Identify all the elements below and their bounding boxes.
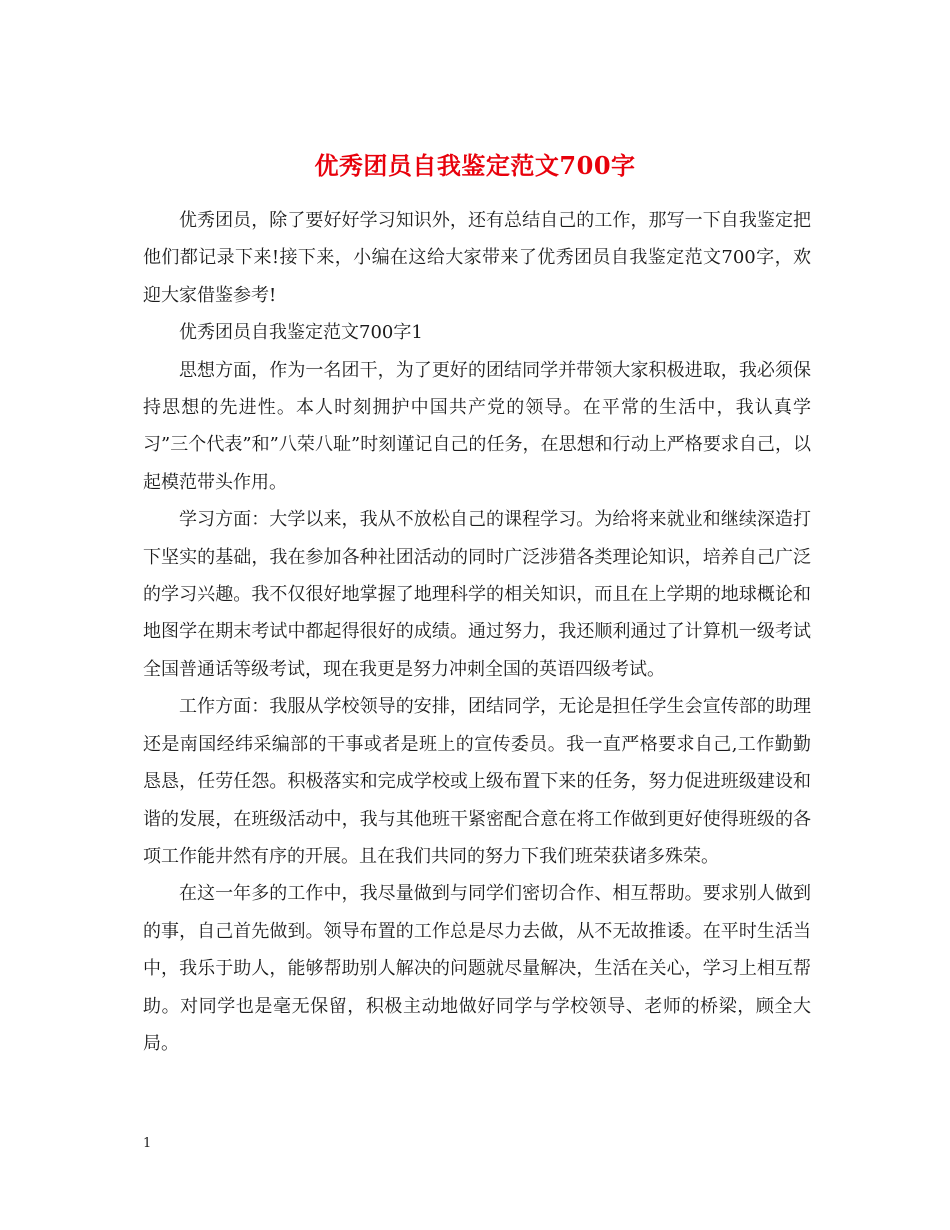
work-paragraph: 工作方面：我服从学校领导的安排，团结同学，无论是担任学生会宣传部的助理还是南国经纬采编部的干事或者是班上的宣传委员。我一直严格要求自己,工作勤勤恳恳，任劳任怨。积极落实和完成学校或上级布置下来的任务，努力促进班级建设和谐的发展，在班级活动中，我与其他班干紧密配合意在将工作做到更好使得班级的各项工作能井然有序的开展。且在我们共同的努力下我们班荣获诸多殊荣。	[143, 696, 811, 867]
document-title: 优秀团员自我鉴定范文700字	[314, 151, 636, 181]
intro-paragraph: 优秀团员，除了要好好学习知识外，还有总结自己的工作，那写一下自我鉴定把他们都记录下来!接下来，小编在这给大家带来了优秀团员自我鉴定范文700字，欢迎大家借鉴参考!	[143, 210, 811, 306]
study-paragraph: 学习方面：大学以来，我从不放松自己的课程学习。为给将来就业和继续深造打下坚实的基础，我在参加各种社团活动的同时广泛涉猎各类理论知识，培养自己广泛的学习兴趣。我不仅很好地掌握了地理科学的相关知识，而且在上学期的地球概论和地图学在期末考试中都起得很好的成绩。通过努力，我还顺利通过了计算机一级考试全国普通话等级考试，现在我更是努力冲刺全国的英语四级考试。	[143, 509, 811, 680]
section-heading: 优秀团员自我鉴定范文700字1	[179, 322, 423, 344]
document-body	[143, 202, 811, 1062]
cooperation-paragraph: 在这一年多的工作中，我尽量做到与同学们密切合作、相互帮助。要求别人做到的事，自己首先做到。领导布置的工作总是尽力去做，从不无故推诿。在平时生活当中，我乐于助人，能够帮助别人解决的问题就尽量解决，生活在关心，学习上相互帮助。对同学也是毫无保留，积极主动地做好同学与学校领导、老师的桥梁，顾全大局。	[143, 883, 811, 1054]
thought-paragraph: 思想方面，作为一名团干，为了更好的团结同学并带领大家积极进取，我必须保持思想的先进性。本人时刻拥护中国共产党的领导。在平常的生活中，我认真学习”三个代表”和”八荣八耻”时刻谨记自己的任务，在思想和行动上严格要求自己，以起模范带头作用。	[143, 359, 811, 493]
page-number: 1	[143, 1136, 152, 1151]
